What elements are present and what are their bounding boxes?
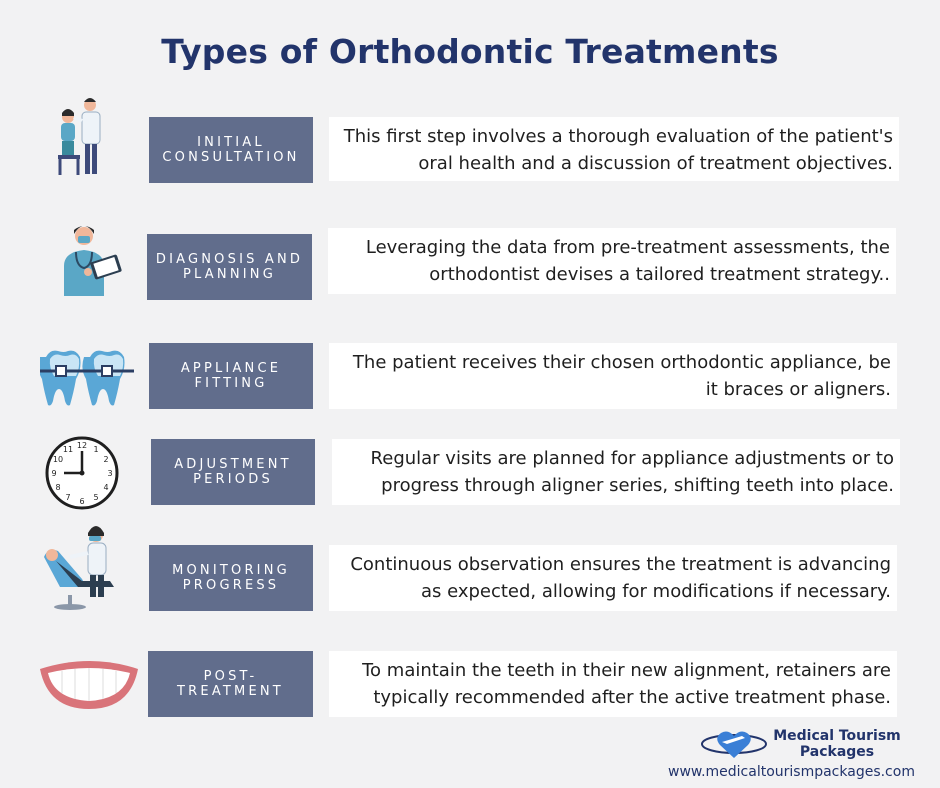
heart-airplane-logo-icon xyxy=(700,726,768,762)
svg-text:11: 11 xyxy=(62,445,74,454)
page-title: Types of Orthodontic Treatments xyxy=(161,32,779,71)
brand-name-line1: Medical Tourism xyxy=(773,728,901,744)
step-description: This first step involves a thorough evaluation of the patient's oral health and a discussion of treatment objectives. xyxy=(329,117,899,181)
svg-text:4: 4 xyxy=(103,483,109,492)
step-description: Regular visits are planned for appliance adjustments or to progress through aligner series, shifting teeth into place. xyxy=(332,439,900,505)
step-label: APPLIANCE FITTING xyxy=(149,343,313,409)
brand-name-line2: Packages xyxy=(799,744,875,760)
step-row-initial-consultation xyxy=(0,117,940,187)
teeth-braces-icon xyxy=(40,347,134,409)
svg-text:7: 7 xyxy=(65,493,71,502)
step-description: To maintain the teeth in their new alignment, retainers are typically recommended after the active treatment phase. xyxy=(329,651,897,717)
brand-url[interactable]: www.medicaltourismpackages.com xyxy=(668,764,915,780)
svg-text:5: 5 xyxy=(93,493,99,502)
svg-text:2: 2 xyxy=(103,455,109,464)
svg-text:12: 12 xyxy=(76,441,88,450)
step-label: ADJUSTMENT PERIODS xyxy=(151,439,315,505)
svg-text:3: 3 xyxy=(107,469,113,478)
doctor-clipboard-icon xyxy=(48,220,128,302)
svg-text:9: 9 xyxy=(51,469,57,478)
step-row-post-treatment xyxy=(0,651,940,721)
svg-text:8: 8 xyxy=(55,483,61,492)
svg-text:1: 1 xyxy=(93,445,99,454)
step-description: Continuous observation ensures the treatment is advancing as expected, allowing for modifications if necessary. xyxy=(329,545,897,611)
brand-name xyxy=(772,728,902,760)
step-row-appliance-fitting xyxy=(0,343,940,413)
smile-teeth-icon xyxy=(38,659,140,713)
step-label: DIAGNOSIS AND PLANNING xyxy=(147,234,312,300)
clock-icon xyxy=(44,435,120,511)
step-label: INITIAL CONSULTATION xyxy=(149,117,313,183)
step-row-monitoring-progress xyxy=(0,545,940,615)
step-description: The patient receives their chosen orthodontic appliance, be it braces or aligners. xyxy=(329,343,897,409)
step-row-diagnosis-planning xyxy=(0,234,940,304)
doctor-patient-consultation-icon xyxy=(48,97,128,182)
step-row-adjustment-periods xyxy=(0,439,940,509)
svg-text:10: 10 xyxy=(52,455,64,464)
step-description: Leveraging the data from pre-treatment assessments, the orthodontist devises a tailored treatment strategy.. xyxy=(328,228,896,294)
dentist-chair-icon xyxy=(40,523,132,611)
step-label: MONITORING PROGRESS xyxy=(149,545,313,611)
step-label: POST-TREATMENT xyxy=(148,651,313,717)
svg-text:6: 6 xyxy=(79,497,85,506)
